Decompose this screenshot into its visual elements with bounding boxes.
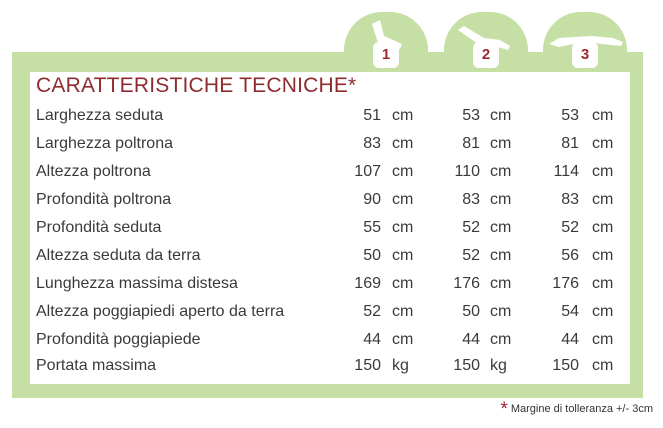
value-position-2: 44 [462, 331, 480, 348]
value-position-3: 81 [561, 135, 579, 152]
value-position-2: 50 [462, 303, 480, 320]
unit-position-2: cm [490, 303, 512, 320]
unit-position-1: cm [392, 303, 414, 320]
value-position-1: 169 [354, 275, 381, 292]
row-label: Profondità poltrona [36, 191, 172, 208]
value-position-3: 83 [561, 191, 579, 208]
tolerance-footnote [500, 399, 653, 421]
unit-position-1: cm [392, 107, 414, 124]
value-position-3: 176 [552, 275, 579, 292]
value-position-1: 50 [363, 247, 381, 264]
footnote-star: * [500, 399, 508, 420]
value-position-1: 52 [363, 303, 381, 320]
row-label: Larghezza seduta [36, 107, 164, 124]
unit-position-3: cm [592, 357, 614, 374]
unit-position-1: cm [392, 135, 414, 152]
position-tab-3 [543, 12, 627, 70]
row-label: Altezza poggiapiedi aperto da terra [36, 303, 285, 320]
row-label: Altezza seduta da terra [36, 247, 201, 264]
unit-position-3: cm [592, 135, 614, 152]
row-label: Lunghezza massima distesa [36, 275, 238, 292]
value-position-1: 83 [363, 135, 381, 152]
value-position-3: 52 [561, 219, 579, 236]
unit-position-1: cm [392, 163, 414, 180]
table-row [0, 131, 663, 159]
unit-position-3: cm [592, 219, 614, 236]
unit-position-2: kg [490, 357, 507, 374]
value-position-2: 52 [462, 247, 480, 264]
table-row [0, 159, 663, 187]
value-position-2: 83 [462, 191, 480, 208]
unit-position-3: cm [592, 247, 614, 264]
unit-position-3: cm [592, 303, 614, 320]
row-label: Profondità seduta [36, 219, 162, 236]
row-label: Larghezza poltrona [36, 135, 173, 152]
unit-position-2: cm [490, 219, 512, 236]
table-row [0, 327, 663, 355]
value-position-1: 90 [363, 191, 381, 208]
value-position-3: 114 [553, 163, 579, 180]
value-position-2: 53 [462, 107, 480, 124]
value-position-2: 176 [453, 275, 480, 292]
unit-position-1: cm [392, 275, 414, 292]
table-row [0, 299, 663, 327]
row-label: Portata massima [36, 357, 157, 374]
position-number-1: 1 [373, 42, 399, 68]
position-tab-1 [344, 12, 428, 70]
unit-position-2: cm [490, 163, 512, 180]
value-position-1: 51 [363, 107, 381, 124]
unit-position-2: cm [490, 107, 512, 124]
table-row [0, 103, 663, 131]
unit-position-3: cm [592, 163, 614, 180]
value-position-3: 150 [552, 357, 579, 374]
value-position-1: 44 [363, 331, 381, 348]
position-number-3: 3 [572, 42, 598, 68]
unit-position-1: cm [392, 247, 414, 264]
value-position-3: 54 [561, 303, 579, 320]
table-row [0, 215, 663, 243]
value-position-3: 53 [561, 107, 579, 124]
unit-position-3: cm [592, 331, 614, 348]
unit-position-2: cm [490, 275, 512, 292]
value-position-1: 55 [363, 219, 381, 236]
unit-position-2: cm [490, 135, 512, 152]
value-position-3: 44 [561, 331, 579, 348]
page-title: CARATTERISTICHE TECNICHE* [36, 74, 357, 97]
footnote-text: Margine di tolleranza +/- 3cm [510, 403, 653, 415]
value-position-2: 81 [462, 135, 480, 152]
unit-position-3: cm [592, 275, 614, 292]
row-label: Altezza poltrona [36, 163, 151, 180]
value-position-1: 107 [354, 163, 381, 180]
table-row [0, 271, 663, 299]
unit-position-2: cm [490, 191, 512, 208]
row-label: Profondità poggiapiede [36, 331, 201, 348]
value-position-2: 150 [453, 357, 480, 374]
unit-position-1: kg [392, 357, 409, 374]
unit-position-2: cm [490, 247, 512, 264]
unit-position-1: cm [392, 219, 414, 236]
value-position-3: 56 [561, 247, 579, 264]
position-tab-2 [444, 12, 528, 70]
table-row [0, 353, 663, 381]
value-position-1: 150 [354, 357, 381, 374]
unit-position-1: cm [392, 331, 414, 348]
position-number-2: 2 [473, 42, 499, 68]
unit-position-3: cm [592, 191, 614, 208]
value-position-2: 52 [462, 219, 480, 236]
table-row [0, 243, 663, 271]
unit-position-2: cm [490, 331, 512, 348]
unit-position-1: cm [392, 191, 414, 208]
value-position-2: 110 [454, 163, 480, 180]
table-row [0, 187, 663, 215]
unit-position-3: cm [592, 107, 614, 124]
